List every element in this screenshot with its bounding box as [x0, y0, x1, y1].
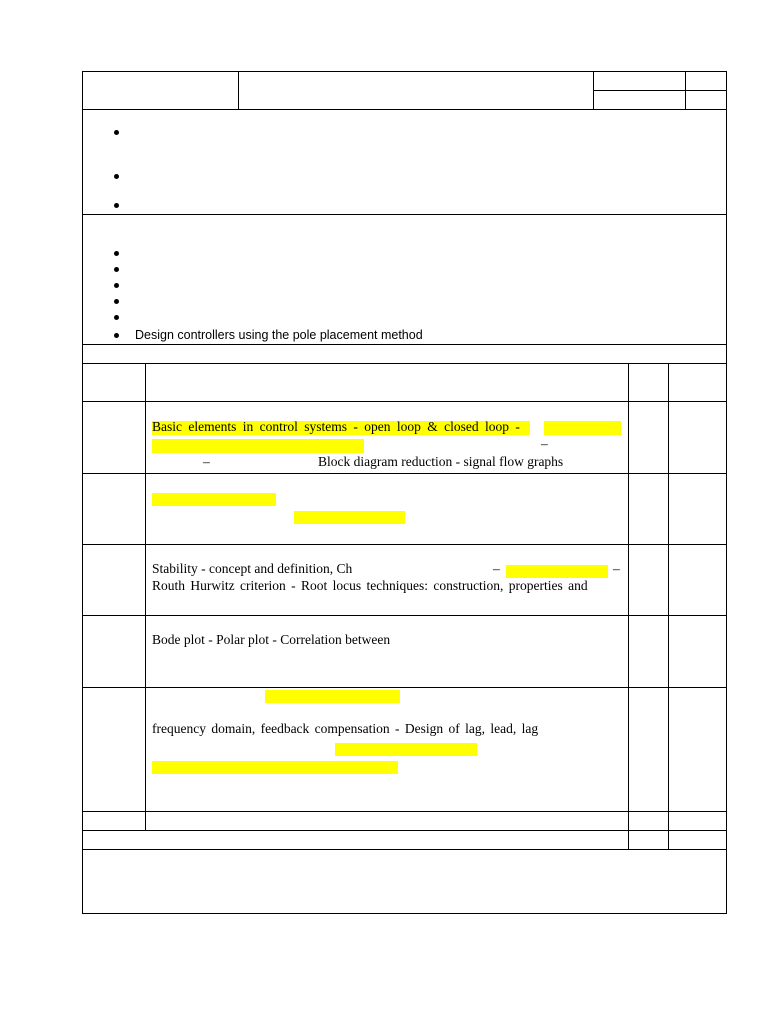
unit-3-highlight-a [506, 565, 608, 578]
objective-bullet-2 [114, 174, 119, 179]
unit-1-line-3-text: Block diagram reduction - signal flow graphs [318, 454, 564, 469]
outcome-bullet-4 [114, 299, 119, 304]
unit-5-highlight-c [152, 761, 398, 774]
unit-3-line-1-dash-2: – [613, 561, 620, 576]
unit-1-bottom-line [82, 473, 727, 474]
objectives-block [83, 110, 726, 214]
unit-3-line-1-start: Stability - concept and definition, Ch [152, 561, 353, 576]
header-divider-1 [238, 71, 239, 109]
unit-1-highlight-b [544, 421, 621, 435]
unit-5-line-2: frequency domain, feedback compensation - Design of lag, lead, lag [152, 721, 539, 736]
outcome-pole-placement: Design controllers using the pole placement method [135, 328, 423, 342]
outcome-bullet-2 [114, 267, 119, 272]
outcome-bullet-5 [114, 315, 119, 320]
objective-bullet-3 [114, 203, 119, 208]
header-course-title-cell [239, 72, 593, 109]
total-row-bottom-line [82, 830, 727, 831]
unit-5-highlight-a [265, 690, 400, 703]
header-mid-line [593, 90, 727, 91]
outcome-bullet-3 [114, 283, 119, 288]
section-label-row [83, 345, 726, 363]
unit-4-line-1: Bode plot - Polar plot - Correlation between [152, 632, 391, 647]
unit-3-bottom-line [82, 615, 727, 616]
outcome-bullet-6 [114, 333, 119, 338]
outcome-bullet-1 [114, 251, 119, 256]
units-col-divider-3 [668, 363, 669, 850]
unit-5-bottom-line [82, 811, 727, 812]
units-header-bottom-line [82, 401, 727, 402]
units-col-divider-1 [145, 363, 146, 831]
unit-2-highlight-a [152, 493, 276, 506]
unit-3-line-1-dash-1: – [493, 561, 500, 576]
unit-1-line-2-dash: – [541, 436, 548, 451]
text-books-block [83, 850, 726, 913]
unit-1-line-1: Basic elements in control systems - open loop & closed loop - [152, 419, 520, 434]
frame-right [726, 71, 727, 914]
unit-1-line-3-dash: – [203, 454, 210, 469]
unit-4-bottom-line [82, 687, 727, 688]
objective-bullet-1 [114, 130, 119, 135]
header-course-code-cell [83, 72, 238, 109]
unit-2-highlight-b [294, 511, 405, 524]
unit-3-line-2: Routh Hurwitz criterion - Root locus techniques: construction, properties and [152, 578, 588, 593]
objectives-bottom-line [82, 214, 727, 215]
unit-5-highlight-b [335, 743, 477, 756]
units-col-divider-2 [628, 363, 629, 850]
section-label-bottom-line [82, 363, 727, 364]
frame-bottom [82, 913, 727, 914]
unit-2-bottom-line [82, 544, 727, 545]
unit-1-highlight-c [152, 439, 364, 453]
